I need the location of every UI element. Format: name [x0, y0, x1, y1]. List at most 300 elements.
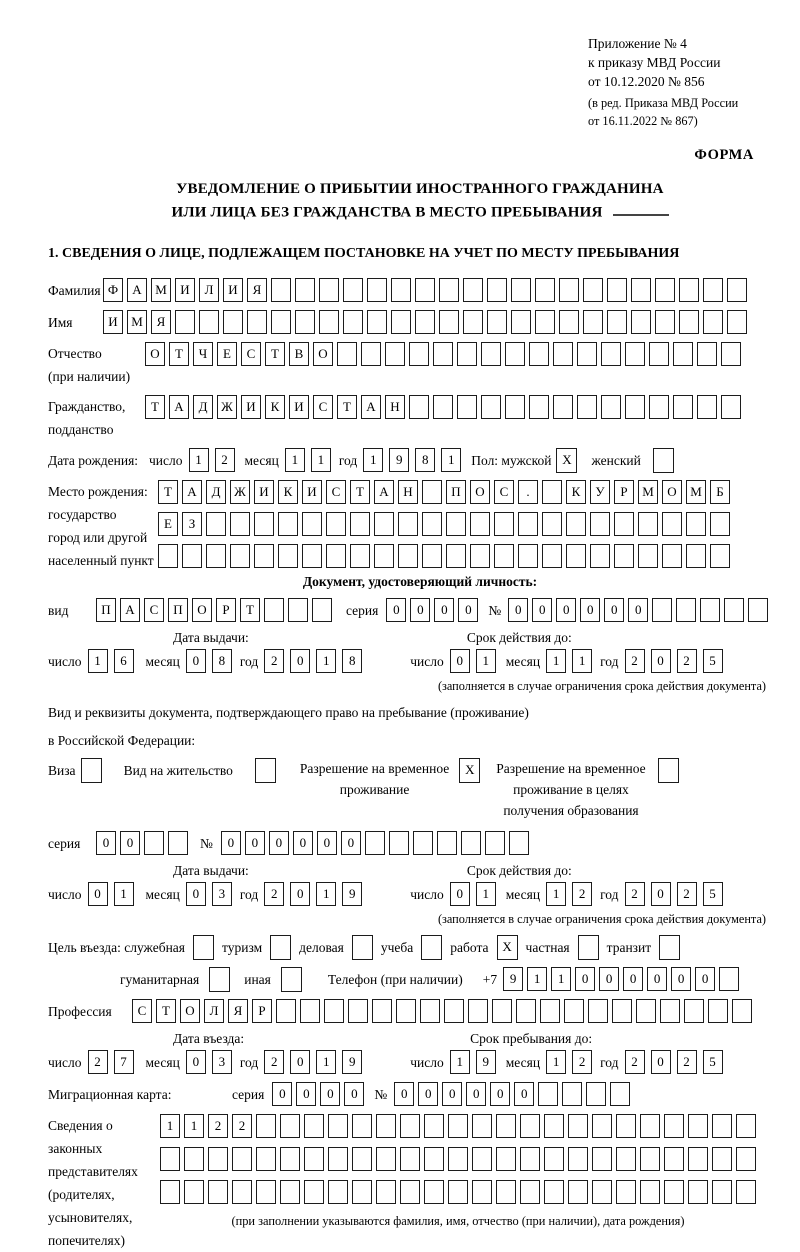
- char-box[interactable]: [496, 1180, 516, 1204]
- char-box[interactable]: Т: [240, 598, 260, 622]
- char-box[interactable]: 0: [290, 882, 310, 906]
- char-box[interactable]: Т: [158, 480, 178, 504]
- char-box[interactable]: [439, 310, 459, 334]
- char-box[interactable]: [559, 278, 579, 302]
- char-box[interactable]: [409, 342, 429, 366]
- char-box[interactable]: [494, 512, 514, 536]
- char-box[interactable]: [496, 1147, 516, 1171]
- char-box[interactable]: 0: [651, 882, 671, 906]
- char-box[interactable]: [540, 999, 560, 1023]
- char-box[interactable]: 8: [415, 448, 435, 472]
- char-box[interactable]: 1: [527, 967, 547, 991]
- char-box[interactable]: [583, 278, 603, 302]
- char-box[interactable]: 1: [546, 1050, 566, 1074]
- char-box[interactable]: 0: [580, 598, 600, 622]
- char-box[interactable]: 0: [695, 967, 715, 991]
- char-box[interactable]: [420, 999, 440, 1023]
- char-box[interactable]: [529, 395, 549, 419]
- char-box[interactable]: [461, 831, 481, 855]
- char-box[interactable]: 2: [572, 882, 592, 906]
- char-box[interactable]: 0: [410, 598, 430, 622]
- char-box[interactable]: [542, 480, 562, 504]
- char-box[interactable]: О: [145, 342, 165, 366]
- char-box[interactable]: [544, 1114, 564, 1138]
- char-box[interactable]: [688, 1114, 708, 1138]
- char-box[interactable]: З: [182, 512, 202, 536]
- char-box[interactable]: [494, 544, 514, 568]
- char-box[interactable]: [326, 544, 346, 568]
- char-box[interactable]: [376, 1114, 396, 1138]
- char-box[interactable]: 2: [264, 882, 284, 906]
- char-box[interactable]: [422, 512, 442, 536]
- char-box[interactable]: [625, 342, 645, 366]
- char-box[interactable]: 0: [556, 598, 576, 622]
- char-box[interactable]: [280, 1180, 300, 1204]
- char-box[interactable]: [254, 512, 274, 536]
- char-box[interactable]: 0: [96, 831, 116, 855]
- char-box[interactable]: 2: [677, 649, 697, 673]
- char-box[interactable]: [568, 1180, 588, 1204]
- char-box[interactable]: [352, 1180, 372, 1204]
- char-box[interactable]: 1: [546, 882, 566, 906]
- char-box[interactable]: 0: [186, 649, 206, 673]
- char-box[interactable]: А: [374, 480, 394, 504]
- char-box[interactable]: 1: [546, 649, 566, 673]
- char-box[interactable]: 0: [290, 1050, 310, 1074]
- char-box[interactable]: Я: [228, 999, 248, 1023]
- char-box[interactable]: [610, 1082, 630, 1106]
- char-box[interactable]: [182, 544, 202, 568]
- char-box[interactable]: П: [96, 598, 116, 622]
- char-box[interactable]: И: [254, 480, 274, 504]
- char-box[interactable]: [640, 1180, 660, 1204]
- char-box[interactable]: [230, 544, 250, 568]
- char-box[interactable]: [372, 999, 392, 1023]
- char-box[interactable]: [302, 512, 322, 536]
- char-box[interactable]: 2: [215, 448, 235, 472]
- char-box[interactable]: [481, 342, 501, 366]
- char-box[interactable]: [559, 310, 579, 334]
- char-box[interactable]: 0: [450, 649, 470, 673]
- char-box[interactable]: [232, 1147, 252, 1171]
- char-box[interactable]: [422, 544, 442, 568]
- char-box[interactable]: 1: [450, 1050, 470, 1074]
- char-box[interactable]: 0: [575, 967, 595, 991]
- char-box[interactable]: [505, 342, 525, 366]
- char-box[interactable]: 0: [221, 831, 241, 855]
- char-box[interactable]: С: [494, 480, 514, 504]
- char-box[interactable]: 0: [272, 1082, 292, 1106]
- char-box[interactable]: И: [103, 310, 123, 334]
- char-box[interactable]: 2: [232, 1114, 252, 1138]
- char-box[interactable]: 5: [703, 649, 723, 673]
- char-box[interactable]: [319, 278, 339, 302]
- char-box[interactable]: [337, 342, 357, 366]
- char-box[interactable]: [586, 1082, 606, 1106]
- char-box[interactable]: В: [289, 342, 309, 366]
- char-box[interactable]: 0: [651, 649, 671, 673]
- char-box[interactable]: 1: [88, 649, 108, 673]
- char-box[interactable]: [649, 342, 669, 366]
- char-box[interactable]: [343, 278, 363, 302]
- char-box[interactable]: [518, 544, 538, 568]
- char-box[interactable]: [175, 310, 195, 334]
- char-box[interactable]: 9: [342, 882, 362, 906]
- char-box[interactable]: А: [361, 395, 381, 419]
- char-box[interactable]: [288, 598, 308, 622]
- char-box[interactable]: [535, 310, 555, 334]
- char-box[interactable]: [703, 278, 723, 302]
- char-box[interactable]: [400, 1147, 420, 1171]
- char-box[interactable]: [518, 512, 538, 536]
- char-box[interactable]: 0: [628, 598, 648, 622]
- char-box[interactable]: И: [241, 395, 261, 419]
- char-box[interactable]: Н: [398, 480, 418, 504]
- char-box[interactable]: [448, 1147, 468, 1171]
- char-box[interactable]: 0: [317, 831, 337, 855]
- char-box[interactable]: [409, 395, 429, 419]
- char-box[interactable]: 0: [394, 1082, 414, 1106]
- char-box[interactable]: [457, 342, 477, 366]
- char-box[interactable]: Ж: [217, 395, 237, 419]
- char-box[interactable]: Д: [193, 395, 213, 419]
- char-box[interactable]: А: [169, 395, 189, 419]
- char-box[interactable]: 0: [418, 1082, 438, 1106]
- char-box[interactable]: [278, 512, 298, 536]
- char-box[interactable]: [686, 512, 706, 536]
- char-box[interactable]: [485, 831, 505, 855]
- char-box[interactable]: [209, 967, 230, 992]
- char-box[interactable]: [748, 598, 768, 622]
- char-box[interactable]: [511, 278, 531, 302]
- char-box[interactable]: [662, 544, 682, 568]
- char-box[interactable]: А: [120, 598, 140, 622]
- char-box[interactable]: [697, 395, 717, 419]
- char-box[interactable]: И: [175, 278, 195, 302]
- char-box[interactable]: 3: [212, 882, 232, 906]
- char-box[interactable]: [520, 1114, 540, 1138]
- char-box[interactable]: 0: [120, 831, 140, 855]
- char-box[interactable]: [676, 598, 696, 622]
- char-box[interactable]: [389, 831, 409, 855]
- char-box[interactable]: С: [132, 999, 152, 1023]
- char-box[interactable]: [446, 512, 466, 536]
- char-box[interactable]: [271, 278, 291, 302]
- char-box[interactable]: С: [241, 342, 261, 366]
- char-box[interactable]: [448, 1114, 468, 1138]
- char-box[interactable]: [736, 1114, 756, 1138]
- char-box[interactable]: [367, 278, 387, 302]
- char-box[interactable]: [520, 1180, 540, 1204]
- char-box[interactable]: 0: [514, 1082, 534, 1106]
- char-box[interactable]: 0: [296, 1082, 316, 1106]
- char-box[interactable]: [732, 999, 752, 1023]
- char-box[interactable]: [640, 1114, 660, 1138]
- char-box[interactable]: К: [566, 480, 586, 504]
- char-box[interactable]: Л: [204, 999, 224, 1023]
- char-box[interactable]: 1: [551, 967, 571, 991]
- char-box[interactable]: [424, 1114, 444, 1138]
- char-box[interactable]: 9: [389, 448, 409, 472]
- char-box[interactable]: [168, 831, 188, 855]
- char-box[interactable]: 1: [476, 649, 496, 673]
- char-box[interactable]: Ф: [103, 278, 123, 302]
- char-box[interactable]: [712, 1114, 732, 1138]
- char-box[interactable]: [592, 1180, 612, 1204]
- char-box[interactable]: О: [470, 480, 490, 504]
- char-box[interactable]: 1: [184, 1114, 204, 1138]
- char-box[interactable]: [679, 310, 699, 334]
- char-box[interactable]: 0: [293, 831, 313, 855]
- char-box[interactable]: [614, 544, 634, 568]
- char-box[interactable]: [638, 512, 658, 536]
- char-box[interactable]: Р: [252, 999, 272, 1023]
- char-box[interactable]: Н: [385, 395, 405, 419]
- char-box[interactable]: К: [278, 480, 298, 504]
- char-box[interactable]: [686, 544, 706, 568]
- char-box[interactable]: [616, 1180, 636, 1204]
- char-box[interactable]: [304, 1180, 324, 1204]
- char-box[interactable]: [588, 999, 608, 1023]
- char-box[interactable]: Р: [614, 480, 634, 504]
- char-box[interactable]: X: [459, 758, 480, 783]
- char-box[interactable]: [208, 1147, 228, 1171]
- char-box[interactable]: [592, 1147, 612, 1171]
- char-box[interactable]: [468, 999, 488, 1023]
- char-box[interactable]: М: [686, 480, 706, 504]
- char-box[interactable]: 2: [625, 649, 645, 673]
- char-box[interactable]: [655, 278, 675, 302]
- char-box[interactable]: 8: [342, 649, 362, 673]
- char-box[interactable]: [712, 1180, 732, 1204]
- char-box[interactable]: [544, 1180, 564, 1204]
- char-box[interactable]: [81, 758, 102, 783]
- char-box[interactable]: [302, 544, 322, 568]
- char-box[interactable]: 2: [264, 1050, 284, 1074]
- char-box[interactable]: Т: [350, 480, 370, 504]
- char-box[interactable]: 0: [599, 967, 619, 991]
- char-box[interactable]: [328, 1114, 348, 1138]
- char-box[interactable]: [542, 544, 562, 568]
- char-box[interactable]: [736, 1147, 756, 1171]
- char-box[interactable]: С: [326, 480, 346, 504]
- char-box[interactable]: [439, 278, 459, 302]
- char-box[interactable]: Я: [151, 310, 171, 334]
- char-box[interactable]: 7: [114, 1050, 134, 1074]
- char-box[interactable]: Т: [145, 395, 165, 419]
- char-box[interactable]: [422, 480, 442, 504]
- char-box[interactable]: 0: [490, 1082, 510, 1106]
- char-box[interactable]: 0: [245, 831, 265, 855]
- char-box[interactable]: [437, 831, 457, 855]
- char-box[interactable]: [256, 1114, 276, 1138]
- char-box[interactable]: [727, 278, 747, 302]
- char-box[interactable]: 9: [476, 1050, 496, 1074]
- char-box[interactable]: [385, 342, 405, 366]
- char-box[interactable]: 0: [186, 1050, 206, 1074]
- char-box[interactable]: [577, 342, 597, 366]
- char-box[interactable]: 0: [458, 598, 478, 622]
- char-box[interactable]: [223, 310, 243, 334]
- char-box[interactable]: [625, 395, 645, 419]
- char-box[interactable]: [616, 1114, 636, 1138]
- char-box[interactable]: [481, 395, 501, 419]
- char-box[interactable]: О: [313, 342, 333, 366]
- char-box[interactable]: [659, 935, 680, 960]
- char-box[interactable]: 5: [703, 882, 723, 906]
- char-box[interactable]: О: [180, 999, 200, 1023]
- char-box[interactable]: 5: [703, 1050, 723, 1074]
- char-box[interactable]: [562, 1082, 582, 1106]
- char-box[interactable]: 0: [344, 1082, 364, 1106]
- char-box[interactable]: К: [265, 395, 285, 419]
- char-box[interactable]: 1: [441, 448, 461, 472]
- char-box[interactable]: [232, 1180, 252, 1204]
- char-box[interactable]: 1: [572, 649, 592, 673]
- char-box[interactable]: [247, 310, 267, 334]
- char-box[interactable]: 0: [386, 598, 406, 622]
- char-box[interactable]: 1: [311, 448, 331, 472]
- char-box[interactable]: 1: [189, 448, 209, 472]
- char-box[interactable]: 1: [316, 649, 336, 673]
- char-box[interactable]: [679, 278, 699, 302]
- char-box[interactable]: 0: [450, 882, 470, 906]
- char-box[interactable]: [649, 395, 669, 419]
- char-box[interactable]: [193, 935, 214, 960]
- char-box[interactable]: [300, 999, 320, 1023]
- char-box[interactable]: [673, 342, 693, 366]
- char-box[interactable]: X: [556, 448, 577, 473]
- char-box[interactable]: [158, 544, 178, 568]
- char-box[interactable]: [487, 310, 507, 334]
- char-box[interactable]: [470, 544, 490, 568]
- char-box[interactable]: 0: [434, 598, 454, 622]
- char-box[interactable]: [472, 1114, 492, 1138]
- char-box[interactable]: Т: [169, 342, 189, 366]
- char-box[interactable]: [688, 1180, 708, 1204]
- char-box[interactable]: [160, 1147, 180, 1171]
- char-box[interactable]: [295, 310, 315, 334]
- char-box[interactable]: 1: [114, 882, 134, 906]
- char-box[interactable]: Л: [199, 278, 219, 302]
- char-box[interactable]: [326, 512, 346, 536]
- char-box[interactable]: [616, 1147, 636, 1171]
- char-box[interactable]: [254, 544, 274, 568]
- char-box[interactable]: [719, 967, 739, 991]
- char-box[interactable]: [564, 999, 584, 1023]
- char-box[interactable]: [199, 310, 219, 334]
- char-box[interactable]: 2: [677, 1050, 697, 1074]
- char-box[interactable]: [328, 1180, 348, 1204]
- char-box[interactable]: [280, 1147, 300, 1171]
- char-box[interactable]: [433, 342, 453, 366]
- char-box[interactable]: О: [192, 598, 212, 622]
- char-box[interactable]: [433, 395, 453, 419]
- char-box[interactable]: [736, 1180, 756, 1204]
- char-box[interactable]: М: [638, 480, 658, 504]
- char-box[interactable]: [612, 999, 632, 1023]
- char-box[interactable]: [688, 1147, 708, 1171]
- char-box[interactable]: [376, 1147, 396, 1171]
- char-box[interactable]: [535, 278, 555, 302]
- char-box[interactable]: И: [289, 395, 309, 419]
- char-box[interactable]: [413, 831, 433, 855]
- char-box[interactable]: [658, 758, 679, 783]
- char-box[interactable]: 9: [342, 1050, 362, 1074]
- char-box[interactable]: [496, 1114, 516, 1138]
- char-box[interactable]: [652, 598, 672, 622]
- char-box[interactable]: [144, 831, 164, 855]
- char-box[interactable]: [350, 544, 370, 568]
- char-box[interactable]: [509, 831, 529, 855]
- char-box[interactable]: М: [127, 310, 147, 334]
- char-box[interactable]: [700, 598, 720, 622]
- char-box[interactable]: [583, 310, 603, 334]
- char-box[interactable]: [538, 1082, 558, 1106]
- char-box[interactable]: [592, 1114, 612, 1138]
- char-box[interactable]: [601, 342, 621, 366]
- char-box[interactable]: 2: [677, 882, 697, 906]
- char-box[interactable]: 0: [442, 1082, 462, 1106]
- char-box[interactable]: [295, 278, 315, 302]
- char-box[interactable]: [206, 512, 226, 536]
- char-box[interactable]: [660, 999, 680, 1023]
- char-box[interactable]: 0: [532, 598, 552, 622]
- char-box[interactable]: [721, 395, 741, 419]
- char-box[interactable]: [304, 1147, 324, 1171]
- char-box[interactable]: Б: [710, 480, 730, 504]
- char-box[interactable]: [398, 512, 418, 536]
- char-box[interactable]: [492, 999, 512, 1023]
- char-box[interactable]: [264, 598, 284, 622]
- char-box[interactable]: [276, 999, 296, 1023]
- char-box[interactable]: [255, 758, 276, 783]
- char-box[interactable]: [367, 310, 387, 334]
- char-box[interactable]: А: [127, 278, 147, 302]
- char-box[interactable]: .: [518, 480, 538, 504]
- char-box[interactable]: 0: [651, 1050, 671, 1074]
- char-box[interactable]: [544, 1147, 564, 1171]
- char-box[interactable]: [446, 544, 466, 568]
- char-box[interactable]: [631, 278, 651, 302]
- char-box[interactable]: [343, 310, 363, 334]
- char-box[interactable]: [463, 310, 483, 334]
- char-box[interactable]: Я: [247, 278, 267, 302]
- char-box[interactable]: 9: [503, 967, 523, 991]
- char-box[interactable]: [365, 831, 385, 855]
- char-box[interactable]: [566, 544, 586, 568]
- char-box[interactable]: [415, 278, 435, 302]
- char-box[interactable]: [472, 1147, 492, 1171]
- char-box[interactable]: [391, 278, 411, 302]
- char-box[interactable]: [374, 512, 394, 536]
- char-box[interactable]: 1: [316, 1050, 336, 1074]
- char-box[interactable]: [614, 512, 634, 536]
- char-box[interactable]: [703, 310, 723, 334]
- char-box[interactable]: [655, 310, 675, 334]
- char-box[interactable]: [664, 1114, 684, 1138]
- char-box[interactable]: [208, 1180, 228, 1204]
- char-box[interactable]: Т: [156, 999, 176, 1023]
- char-box[interactable]: [348, 999, 368, 1023]
- char-box[interactable]: [721, 342, 741, 366]
- char-box[interactable]: [324, 999, 344, 1023]
- char-box[interactable]: [673, 395, 693, 419]
- char-box[interactable]: [710, 544, 730, 568]
- char-box[interactable]: 3: [212, 1050, 232, 1074]
- char-box[interactable]: [421, 935, 442, 960]
- char-box[interactable]: [160, 1180, 180, 1204]
